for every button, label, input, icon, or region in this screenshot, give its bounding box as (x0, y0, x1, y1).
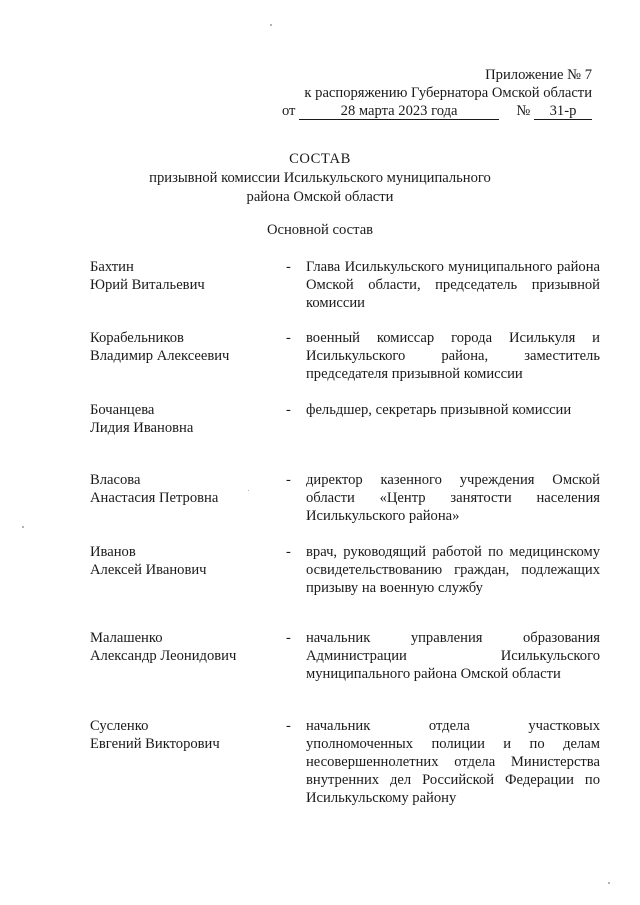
annex-number: 31-р (534, 104, 592, 120)
member-given-names: Анастасия Петровна (90, 490, 219, 506)
member-role: начальник управления образования Администрации Исилькульского муниципального района Омской области (306, 630, 600, 682)
member-name (90, 258, 286, 312)
scan-speck (608, 882, 610, 884)
member-surname: Корабельников (90, 330, 184, 346)
member-name (90, 717, 286, 807)
member-row (90, 629, 600, 683)
annex-reference: к распоряжению Губернатора Омской области (304, 85, 592, 101)
member-dash: - (286, 259, 291, 275)
annex-header (282, 66, 592, 120)
member-name (90, 543, 286, 597)
annex-from-label: от (281, 103, 296, 119)
member-row (90, 258, 600, 312)
scan-speck (248, 490, 249, 491)
annex-date-line (282, 102, 592, 120)
member-dash: - (286, 472, 291, 488)
member-name (90, 471, 286, 525)
document-title (0, 150, 640, 207)
member-given-names: Владимир Алексеевич (90, 348, 230, 364)
member-row (90, 471, 600, 525)
scan-speck (22, 526, 24, 528)
member-name (90, 401, 286, 437)
member-surname: Сусленко (90, 718, 149, 734)
section-heading: Основной состав (266, 222, 374, 238)
member-given-names: Александр Леонидович (90, 648, 237, 664)
member-given-names: Юрий Витальевич (90, 277, 205, 293)
member-name (90, 629, 286, 683)
member-surname: Малашенко (90, 630, 163, 646)
member-role: Глава Исилькульского муниципального района Омской области, председатель призывной комиссии (306, 259, 600, 311)
member-row (90, 717, 600, 807)
member-row (90, 401, 600, 437)
member-role: военный комиссар города Исилькуля и Исилькульского района, заместитель председателя призывной комиссии (306, 330, 600, 382)
title-line-2: района Омской области (246, 189, 394, 205)
member-row (90, 543, 600, 597)
annex-number-label: № (516, 103, 531, 119)
member-role: начальник отдела участковых уполномоченных полиции и по делам несовершеннолетних отдела Министерства внутренних дел Российской Федерации по Исилькульскому району (306, 718, 600, 806)
member-given-names: Евгений Викторович (90, 736, 220, 752)
member-given-names: Алексей Иванович (90, 562, 207, 578)
member-list (90, 258, 600, 807)
member-dash: - (286, 718, 291, 734)
annex-date: 28 марта 2023 года (299, 104, 499, 120)
member-surname: Власова (90, 472, 141, 488)
annex-title: Приложение № 7 (485, 67, 592, 83)
member-dash: - (286, 402, 291, 418)
member-given-names: Лидия Ивановна (90, 420, 194, 436)
title-heading: СОСТАВ (289, 151, 351, 167)
member-row (90, 329, 600, 383)
member-surname: Бочанцева (90, 402, 155, 418)
scan-speck (270, 24, 272, 26)
member-dash: - (286, 330, 291, 346)
member-surname: Бахтин (90, 259, 134, 275)
member-role: фельдшер, секретарь призывной комиссии (306, 402, 572, 418)
member-dash: - (286, 544, 291, 560)
member-surname: Иванов (90, 544, 136, 560)
member-dash: - (286, 630, 291, 646)
member-role: врач, руководящий работой по медицинскому освидетельствованию граждан, подлежащих призыву на военную службу (306, 544, 600, 596)
member-role: директор казенного учреждения Омской области «Центр занятости населения Исилькульского района» (306, 472, 600, 524)
member-name (90, 329, 286, 383)
title-line-1: призывной комиссии Исилькульского муниципального (149, 170, 491, 186)
